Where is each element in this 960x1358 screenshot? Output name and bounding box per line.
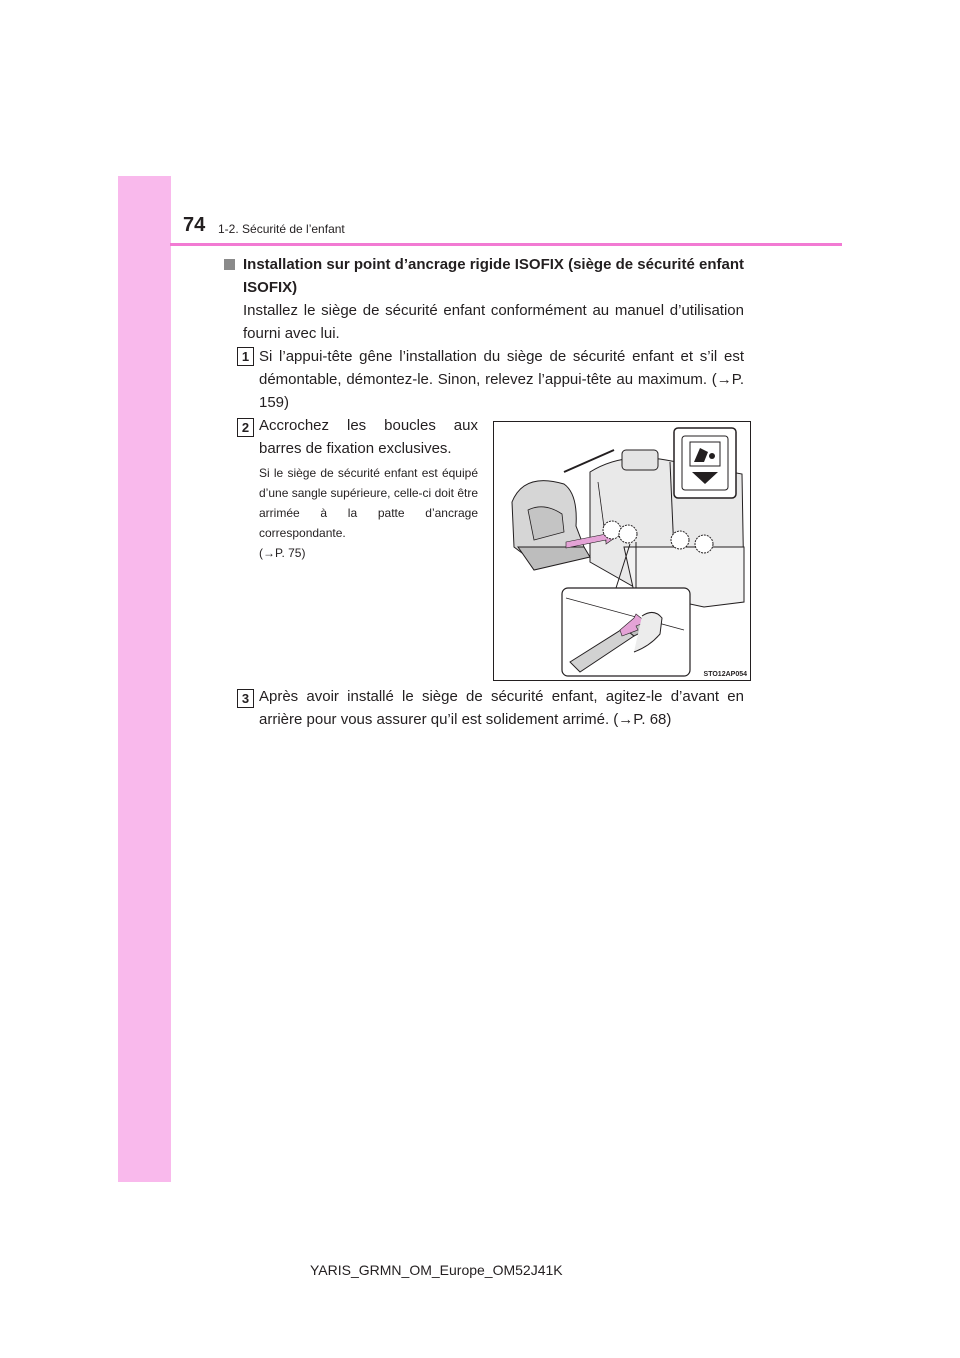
section-heading: Installation sur point d’ancrage rigide ISOFIX (siège de sécurité enfant ISOFIX) — [243, 256, 744, 296]
header-divider — [170, 243, 842, 246]
step-3-text: Après avoir installé le siège de sécurité enfant, agitez-le d’avant en arrière pour vous assurer qu’il est solidement arrimé. (→P. 68) — [259, 688, 744, 728]
isofix-illustration — [494, 422, 750, 680]
heading-bullet-icon — [224, 259, 235, 270]
isofix-installation-figure — [493, 421, 751, 681]
step-number-1: 1 — [237, 347, 254, 366]
page-side-tab — [118, 176, 171, 1182]
intro-paragraph: Installez le siège de sécurité enfant conformément au manuel d’utilisation fourni avec lui. — [243, 302, 744, 342]
document-footer-code: YARIS_GRMN_OM_Europe_OM52J41K — [310, 1262, 563, 1278]
step-1-text: Si l’appui-tête gêne l’installation du siège de sécurité enfant et s’il est démontable, démontez-le. Sinon, relevez l’appui-tête au maximum. (→P. 159) — [259, 348, 744, 411]
step-number-3: 3 — [237, 689, 254, 708]
section-title: 1-2. Sécurité de l’enfant — [218, 222, 345, 236]
figure-code: STO12AP054 — [703, 671, 747, 678]
page-number: 74 — [183, 214, 206, 236]
step-2-note: Si le siège de sécurité enfant est équipé d’une sangle supérieure, celle-ci doit être arrimée à la patte d’ancrage correspondante. — [259, 466, 478, 540]
step-2-text: Accrochez les boucles aux barres de fixation exclusives. — [259, 417, 478, 457]
step-2-note-reference: (→P. 75) — [259, 546, 306, 560]
step-number-2: 2 — [237, 418, 254, 437]
